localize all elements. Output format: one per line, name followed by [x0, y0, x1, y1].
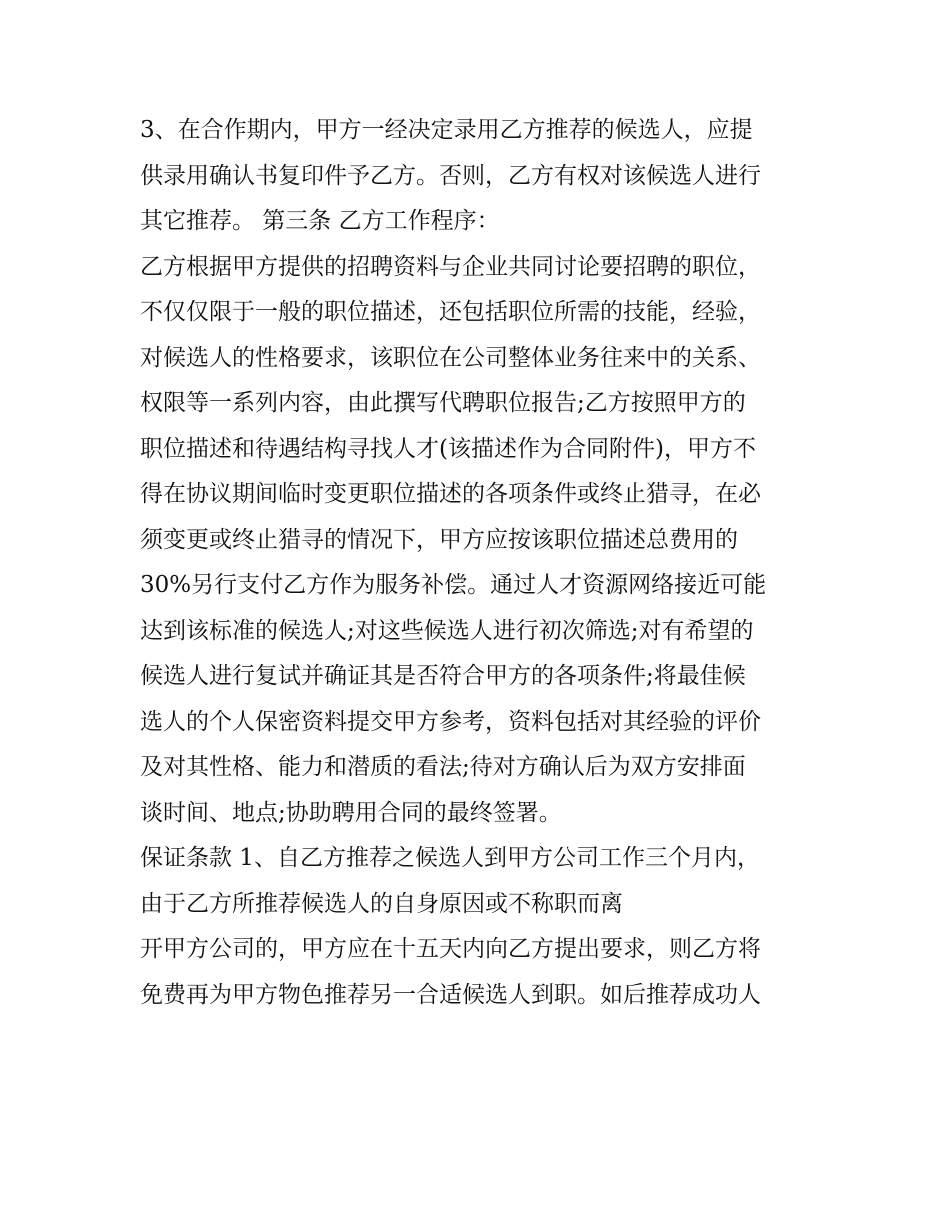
text-line: 达到该标准的候选人;对这些候选人进行初次筛选;对有希望的 [140, 617, 754, 644]
text-line: 权限等一系列内容，由此撰写代聘职位报告;乙方按照甲方的 [140, 390, 746, 416]
text-line: 对候选人的性格要求，该职位在公司整体业务往来中的关系、 [140, 344, 761, 371]
text-line: 由于乙方所推荐候选人的自身原因或不称职而离 [140, 890, 623, 917]
text-line: 得在协议期间临时变更职位描述的各项条件或终止猎寻，在必 [140, 481, 761, 507]
text-line: 30%另行支付乙方作为服务补偿。通过人才资源网络接近可能 [140, 572, 767, 598]
text-line: 选人的个人保密资料提交甲方参考，资料包括对其经验的评价 [140, 708, 761, 735]
text-line: 职位描述和待遇结构寻找人才(该描述作为合同附件)，甲方不 [140, 435, 756, 462]
text-line: 保证条款 1、自乙方推荐之候选人到甲方公司工作三个月内， [140, 845, 760, 871]
text-line: 免费再为甲方物色推荐另一合适候选人到职。如后推荐成功人 [140, 981, 761, 1008]
text-line: 及对其性格、能力和潜质的看法;待对方确认后为双方安排面 [140, 754, 746, 780]
text-line: 其它推荐。 第三条 乙方工作程序： [140, 208, 500, 234]
text-line: 不仅仅限于一般的职位描述，还包括职位所需的技能，经验， [140, 299, 761, 325]
text-line: 候选人进行复试并确证其是否符合甲方的各项条件;将最佳候 [140, 663, 746, 689]
text-line: 乙方根据甲方提供的招聘资料与企业共同讨论要招聘的职位， [140, 253, 761, 280]
text-line: 3、在合作期内，甲方一经决定录用乙方推荐的候选人，应提 [140, 117, 753, 143]
text-line: 须变更或终止猎寻的情况下，甲方应按该职位描述总费用的 [140, 526, 738, 553]
contract-text [140, 108, 830, 1018]
text-line: 供录用确认书复印件予乙方。否则，乙方有权对该候选人进行 [140, 162, 761, 189]
text-line: 开甲方公司的，甲方应在十五天内向乙方提出要求，则乙方将 [140, 936, 761, 962]
text-line: 谈时间、地点;协助聘用合同的最终签署。 [140, 799, 562, 826]
